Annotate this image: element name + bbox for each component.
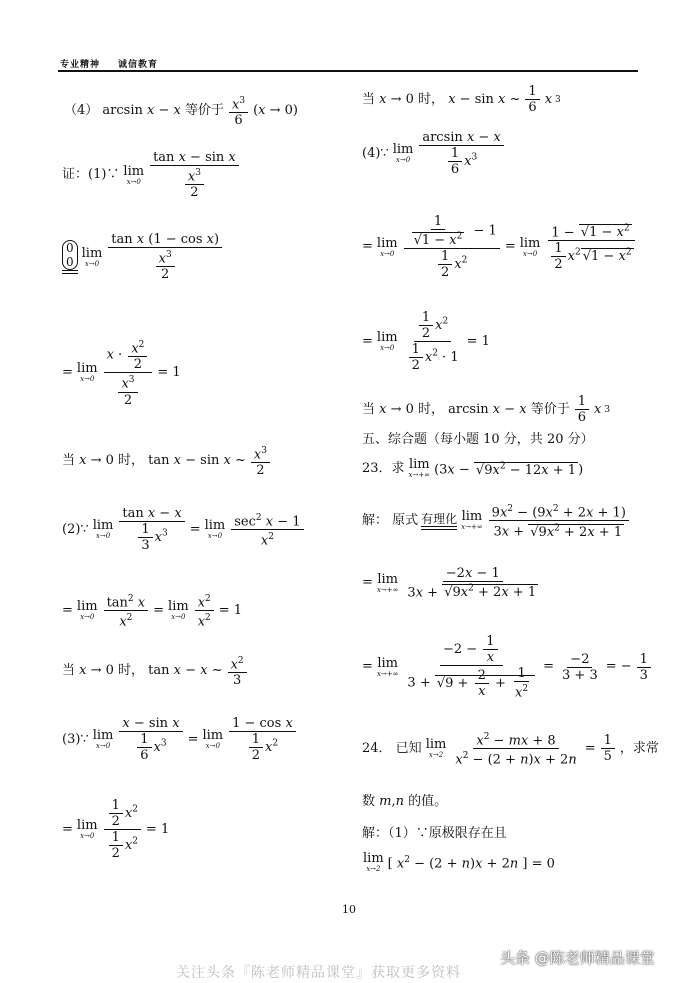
question-24: 24． 已知 lim x→2 $\frac{x^2 - mx + 8}{x^2 - (2 + n)x + 2n}$ = $\frac{1}{5}$ ，求常 bbox=[362, 732, 659, 768]
proof-step-4: (2)∵ lim x→0 tan x − x $\frac{1}{3}$ $x^3$ = lim x→0 $\frac{\sec^2 x - 1}{x^2}$ bbox=[62, 506, 306, 553]
conclusion-4: 当 x → 0 时， arcsin x − x 等价于 $\frac{1}{6}$ x 3 bbox=[362, 394, 611, 425]
page-number: 10 bbox=[342, 903, 356, 916]
proof-step-3: = lim x→0 x · $\frac{x^2}{2}$ $\frac{x^3}{2}$ = 1 bbox=[62, 340, 181, 408]
footer-promo: 关注头条『陈老师精品课堂』获取更多资料 bbox=[176, 965, 461, 981]
solution-23-step-2: = lim x→+∞ $\frac{-2x - 1}{3x + √ 9x^2 + 2x + 1}$ bbox=[362, 566, 543, 600]
proof-step-5: = lim x→0 $\frac{\tan^2 x}{x^2}$ = lim x→0 $\frac{x^2}{x^2}$ = 1 bbox=[62, 594, 243, 630]
question-23: 23．求 lim x→+∞ (3x − √ $9x^2 - 12x + 1$ ) bbox=[362, 458, 583, 479]
question-24-cont: 数 m,n 的值。 bbox=[362, 794, 448, 809]
solution-23-step-1: 解： 原式 有理化 lim x→+∞ $\frac{9x^2 - (9x^2 + 2x + 1)}{3x + √ 9x^2 + 2x + 1}$ bbox=[362, 502, 631, 540]
solution-label: 解： 原式 bbox=[362, 512, 419, 528]
proof-step-1: 证：(1)∵ lim x→0 $\frac{\text{tan x − sin x}}{\frac{x^3}{2}}$ bbox=[62, 150, 241, 200]
header-right: 诚信教育 bbox=[118, 60, 159, 70]
section-5-heading: 五、综合题（每小题 10 分，共 20 分） bbox=[362, 432, 594, 447]
rationalize-label: 有理化 bbox=[421, 511, 458, 526]
conclusion-3: 当 x → 0 时， x − sin x ~ $\frac{1}{6}$ x 3 bbox=[362, 84, 561, 115]
conclusion-1: 当 x → 0 时， tan x − sin x ~ $\frac{x^3}{2}$ bbox=[62, 444, 272, 478]
proof-step-2: 0 0 lim x→0 $\frac{\text{tan x (1 − cos x)}}{\frac{x^3}{2}}$ bbox=[62, 232, 224, 282]
proof-step-6: (3)∵ lim x→0 x − sin x $\frac{1}{6}$ $x^3$ = lim x→0 1 − cos x $\frac{1}{2}$ $x^2$ bbox=[62, 716, 298, 763]
proof-step-8: (4)∵ lim x→0 arcsin x − x $\frac{1}{6}$ $x^3$ bbox=[362, 130, 506, 177]
solution-23-step-3: = lim x→+∞ −2 − $\frac{1}{x}$ 3 + √ 9 + $\frac{2}{x}$ + $\frac{1}{x^2}$ = $\frac{-2}{3 + 3}$ = − $\frac{1}{3}$ bbox=[362, 634, 653, 700]
conclusion-2: 当 x → 0 时， tan x − x ~ $\frac{x^2}{3}$ bbox=[62, 654, 249, 688]
solution-24-label: 解：（1）∵原极限存在且 bbox=[362, 826, 507, 841]
header-left: 专业精神 bbox=[60, 60, 101, 70]
proof-step-9: = lim x→0 1 √ $1 - x^2$ − 1 $\frac{1}{2}$ $x^2$ = lim x→0 1 − √ $1 - x^2$ $\frac{1}{2}$ $x^2√$ $1 - x^2$ bbox=[362, 214, 639, 280]
proof-step-7: = lim x→0 $\frac{1}{2}$ $x^2$ $\frac{1}{2}$ $x^2$ = 1 bbox=[62, 798, 170, 861]
watermark: 头条 @陈老师精品课堂 bbox=[500, 949, 655, 967]
p4-title: （4） arcsin x − x 等价于 $\frac{x^3}{6}$ (x → 0) bbox=[64, 96, 298, 129]
proof-step-10: = lim x→0 $\frac{1}{2}$ $x^2$ $\frac{1}{2}$ $x^2 \cdot 1$ = 1 bbox=[362, 310, 490, 373]
solution-24-step-1: lim x→2 [ $x^2 - (2 + n)x + 2n$ ] = 0 bbox=[363, 851, 555, 873]
header-divider bbox=[58, 70, 638, 72]
